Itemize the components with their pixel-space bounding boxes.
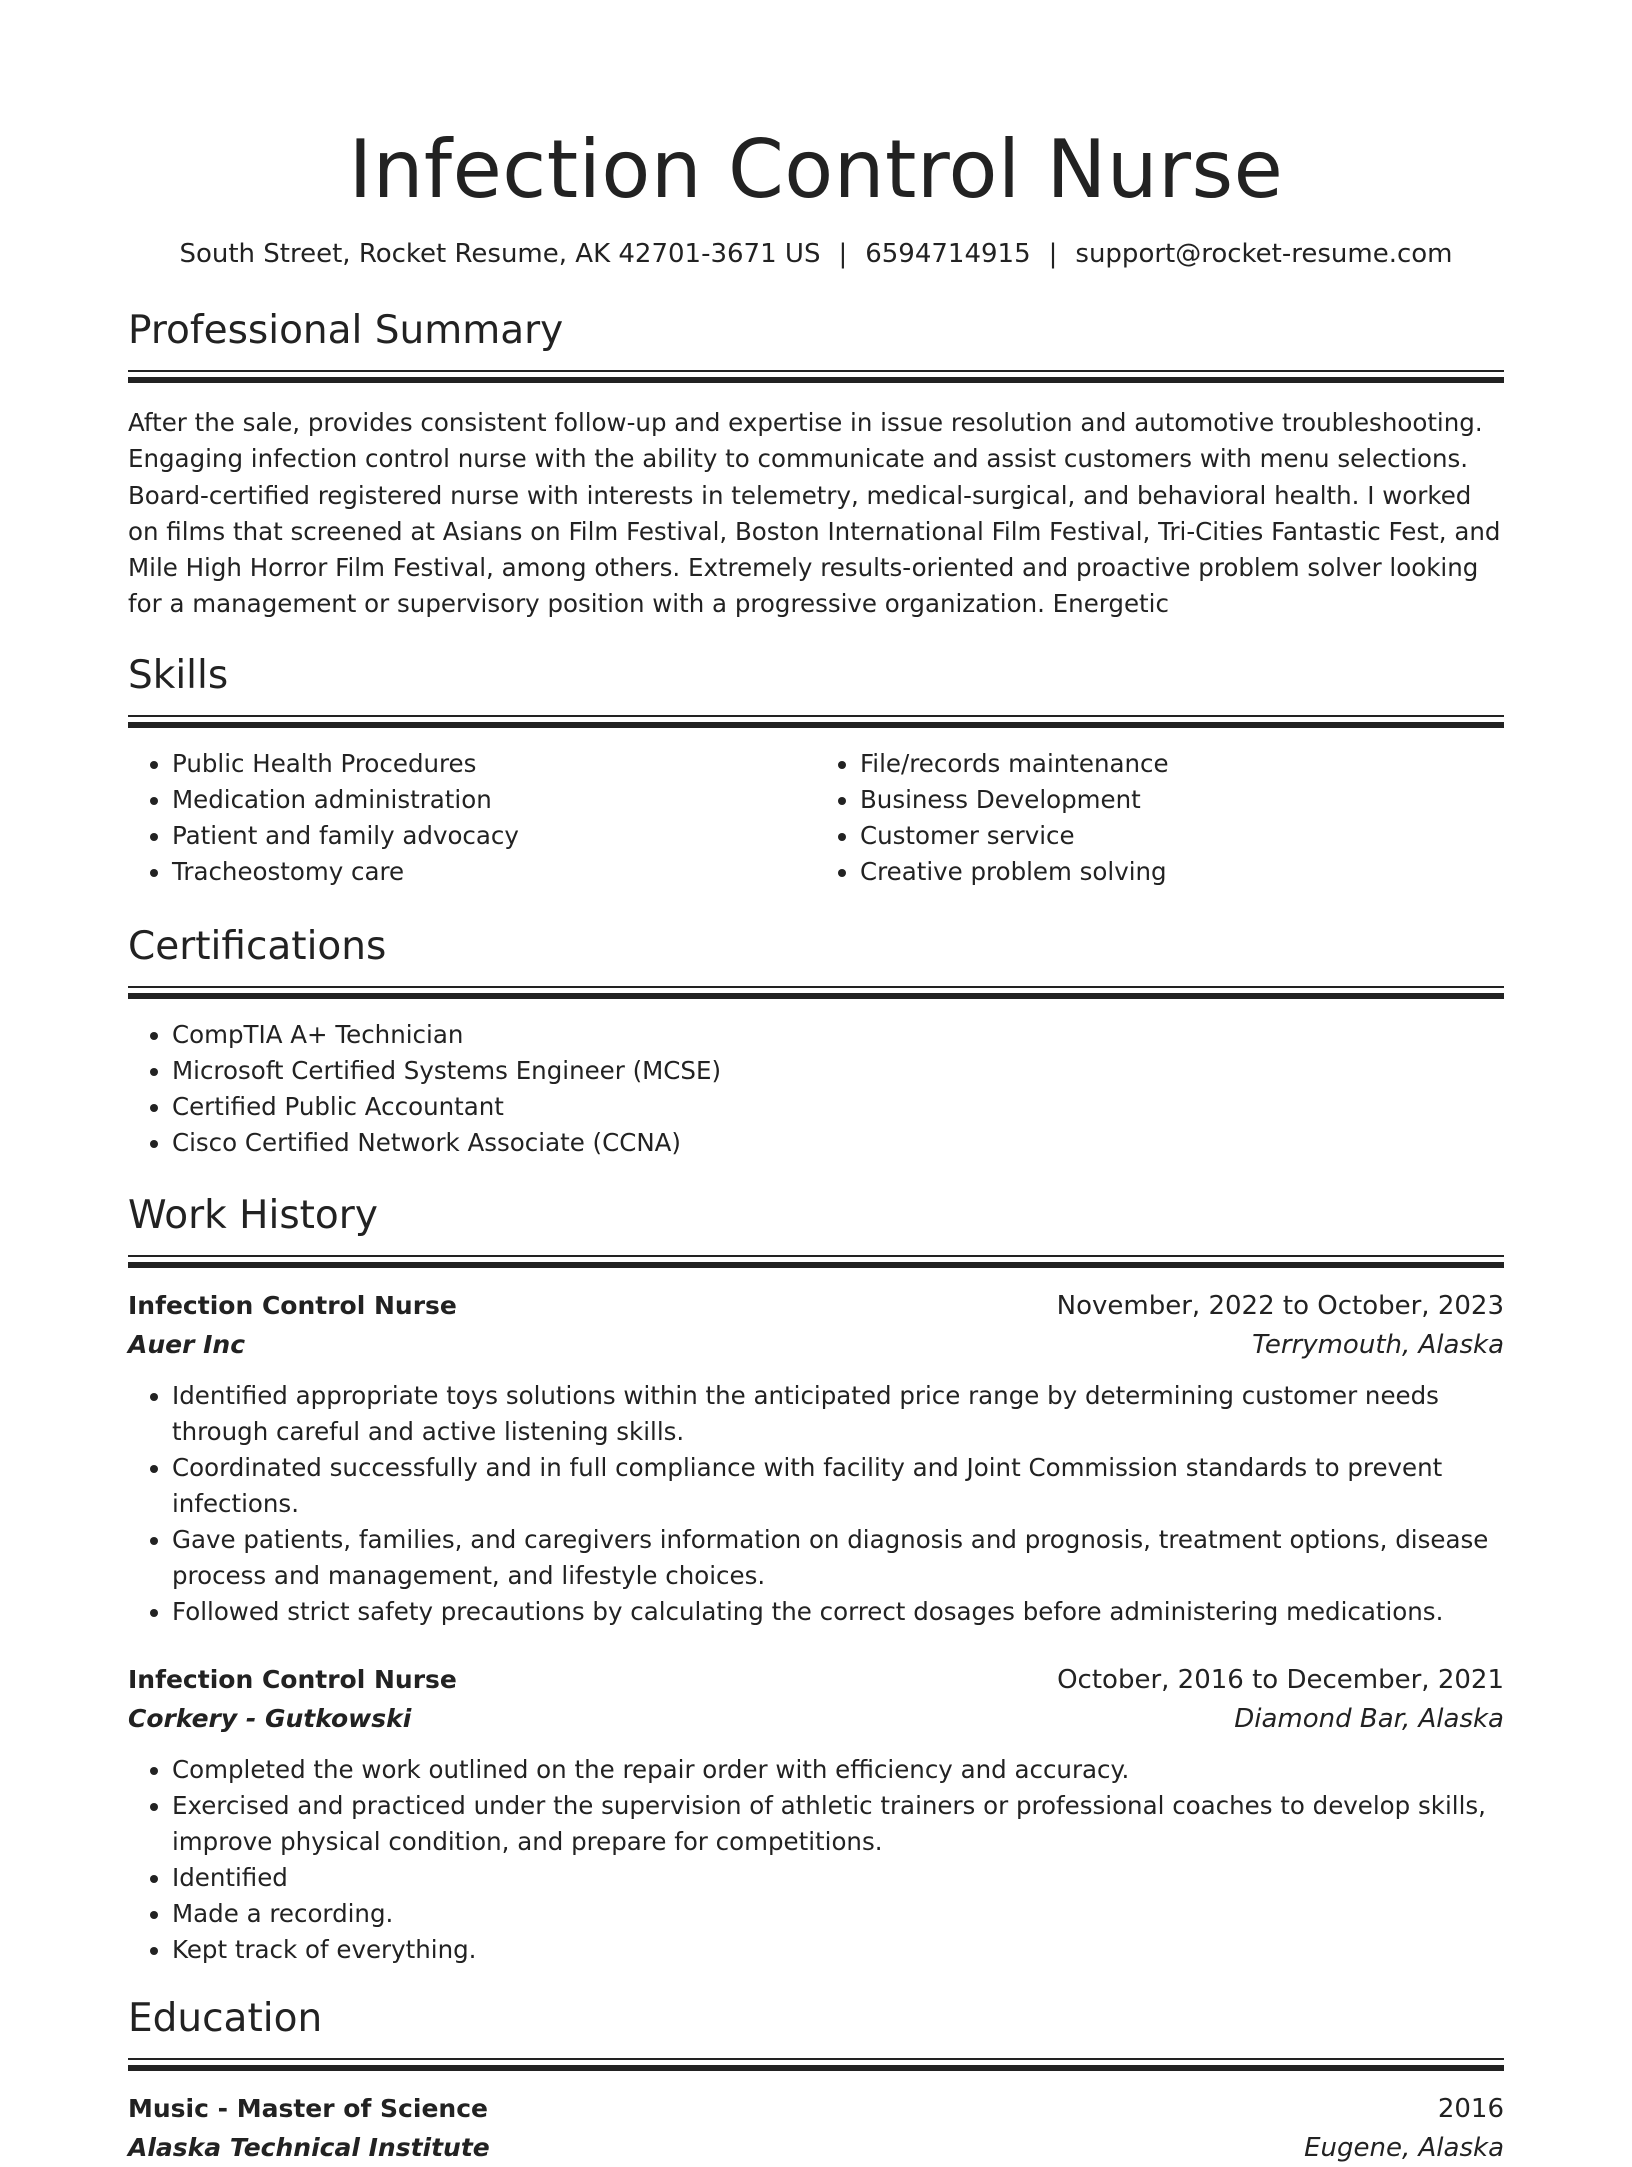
resume-name: Infection Control Nurse	[348, 123, 1284, 216]
section-divider	[128, 370, 1504, 383]
contact-address: South Street, Rocket Resume, AK 42701-3671 US	[179, 239, 821, 269]
certification-item: • Microsoft Certified Systems Engineer (MCSE)	[172, 1053, 1504, 1089]
education-location: Eugene, Alaska	[1304, 2132, 1504, 2163]
job-entry	[128, 1286, 1504, 1630]
job-bullet: • Identified appropriate toys solutions within the anticipated price range by determining customer needs through careful and active listening skills.	[172, 1378, 1504, 1450]
job-bullet: • Gave patients, families, and caregivers information on diagnosis and prognosis, treatment options, disease process and management, and lifestyle choices.	[172, 1522, 1504, 1594]
skill-item: • Patient and family advocacy	[172, 818, 816, 854]
education-header	[128, 2089, 1504, 2129]
job-location: Terrymouth, Alaska	[1252, 1329, 1504, 1360]
certification-item: • Cisco Certified Network Associate (CCNA)	[172, 1125, 1504, 1161]
job-bullets	[128, 1378, 1504, 1630]
contact-phone: 6594714915	[865, 239, 1031, 269]
job-title: Infection Control Nurse	[128, 1290, 457, 1320]
job-bullet: • Coordinated successfully and in full compliance with facility and Joint Commission standards to prevent infections.	[172, 1450, 1504, 1522]
job-company: Corkery - Gutkowski	[128, 1703, 412, 1733]
certification-item: • CompTIA A+ Technician	[172, 1017, 1504, 1053]
section-title-skills: Skills	[128, 652, 229, 698]
skill-item: • Medication administration	[172, 782, 816, 818]
job-company: Auer Inc	[128, 1329, 246, 1359]
skill-item: • Creative problem solving	[860, 854, 1504, 890]
job-header	[128, 1286, 1504, 1326]
contact-separator: |	[838, 239, 848, 269]
skills-section	[128, 651, 1504, 890]
certifications-section	[128, 922, 1504, 1161]
job-entry	[128, 1660, 1504, 1968]
job-title: Infection Control Nurse	[128, 1664, 457, 1694]
job-subheader	[128, 1700, 1504, 1738]
education-school: Alaska Technical Institute	[128, 2132, 490, 2162]
job-bullet: • Exercised and practiced under the supervision of athletic trainers or professional coaches to develop skills, improve physical condition, and prepare for competitions.	[172, 1788, 1504, 1860]
summary-text: After the sale, provides consistent follow-up and expertise in issue resolution and automotive troubleshooting. Engaging infection control nurse with the ability to communicate and assist customers with menu selections. Board-certified registered nurse with interests in telemetry, medical-surgical, and behavioral health. I worked on films that screened at Asians on Film Festival, Boston International Film Festival, Tri-Cities Fantastic Fest, and Mile High Horror Film Festival, among others. Extremely results-oriented and proactive problem solver looking for a management or supervisory position with a progressive organization. Energetic	[128, 408, 1501, 619]
section-title-work: Work History	[128, 1192, 378, 1238]
section-divider	[128, 1255, 1504, 1268]
section-title-certifications: Certifications	[128, 923, 387, 969]
section-title-education: Education	[128, 1995, 323, 2041]
job-bullet: • Made a recording.	[172, 1896, 1504, 1932]
section-divider	[128, 986, 1504, 999]
summary-section	[128, 306, 1504, 623]
job-subheader	[128, 1326, 1504, 1364]
work-section	[128, 1191, 1504, 1968]
job-location: Diamond Bar, Alaska	[1234, 1703, 1504, 1734]
education-degree: Music - Master of Science	[128, 2093, 488, 2123]
certification-item: • Certified Public Accountant	[172, 1089, 1504, 1125]
skill-item: • Business Development	[860, 782, 1504, 818]
skill-item: • Customer service	[860, 818, 1504, 854]
section-divider	[128, 715, 1504, 728]
job-bullet: • Kept track of everything.	[172, 1932, 1504, 1968]
job-bullet: • Followed strict safety precautions by calculating the correct dosages before administering medications.	[172, 1594, 1504, 1630]
section-divider	[128, 2058, 1504, 2071]
education-subheader	[128, 2129, 1504, 2167]
skills-grid	[128, 746, 1504, 890]
contact-email[interactable]: support@rocket-resume.com	[1075, 239, 1453, 269]
certifications-list	[128, 1017, 1504, 1161]
job-bullet: • Identified	[172, 1860, 1504, 1896]
skills-column-left	[128, 746, 816, 890]
job-header	[128, 1660, 1504, 1700]
education-section	[128, 1994, 1504, 2167]
education-year: 2016	[1437, 2093, 1504, 2124]
contact-line	[128, 236, 1504, 272]
contact-separator: |	[1048, 239, 1058, 269]
job-dates: November, 2022 to October, 2023	[1056, 1290, 1504, 1321]
job-bullets	[128, 1752, 1504, 1968]
skill-item: • File/records maintenance	[860, 746, 1504, 782]
skills-column-right	[816, 746, 1504, 890]
education-entry	[128, 2089, 1504, 2167]
section-title-summary: Professional Summary	[128, 308, 564, 353]
job-dates: October, 2016 to December, 2021	[1057, 1664, 1504, 1695]
job-bullet: • Completed the work outlined on the repair order with efficiency and accuracy.	[172, 1752, 1504, 1788]
skill-item: • Public Health Procedures	[172, 746, 816, 782]
skill-item: • Tracheostomy care	[172, 854, 816, 890]
